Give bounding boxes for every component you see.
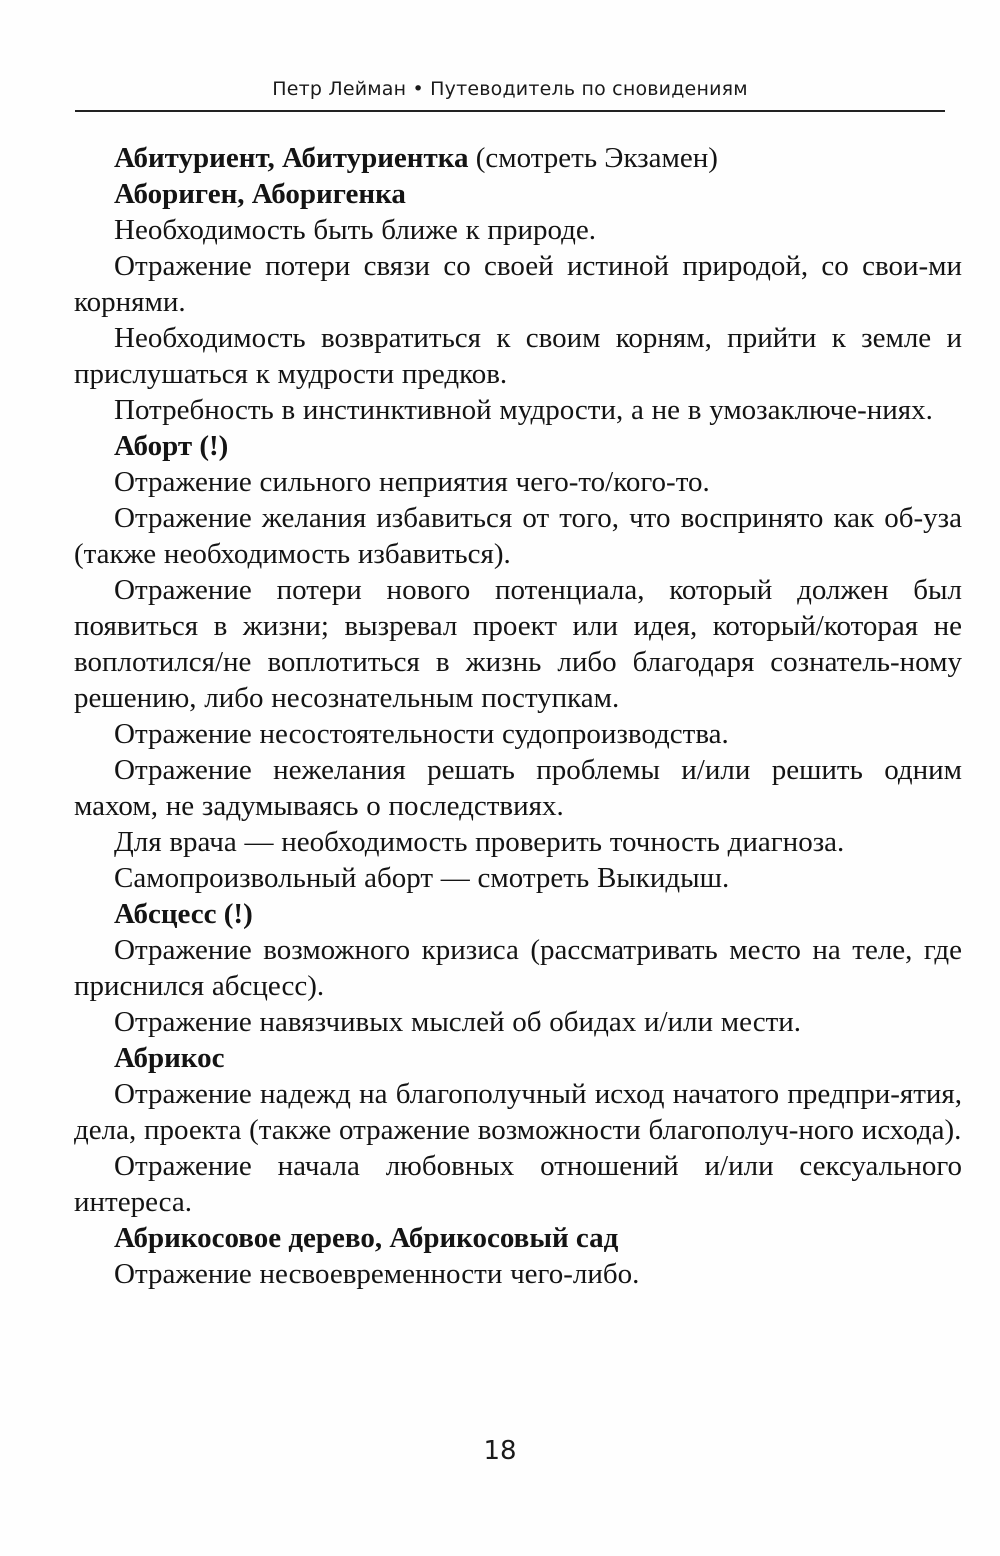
entry-heading: [114, 896, 962, 932]
header-rule: [75, 110, 945, 112]
entry-paragraph: Потребность в инстинктивной мудрости, а не в умозаключе-ниях.: [114, 394, 933, 426]
page-body: [74, 140, 962, 1292]
entry-paragraph: Самопроизвольный аборт — смотреть Выкидыш.: [114, 862, 730, 894]
entry-heading: [114, 1040, 962, 1076]
entry-paragraph: Отражение надежд на благополучный исход начатого предпри-ятия, дела, проекта (также отражение возможности благополуч-ного исхода).: [74, 1078, 962, 1146]
entry-paragraph: Отражение возможного кризиса (рассматривать место на теле, где приснился абсцесс).: [74, 934, 962, 1002]
entry-reference: (смотреть Экзамен): [468, 142, 718, 174]
entry-paragraph: Отражение потери связи со своей истиной природой, со свои-ми корнями.: [74, 250, 962, 318]
entry-paragraph: Отражение начала любовных отношений и/или сексуального интереса.: [74, 1150, 962, 1218]
entry-paragraph: Отражение нежелания решать проблемы и/или решить одним махом, не задумываясь о последствиях.: [74, 754, 962, 822]
entry-heading: [114, 428, 962, 464]
entry-paragraph: Отражение потери нового потенциала, который должен был появиться в жизни; вызревал проект или идея, который/которая не воплотился/не воплотиться в жизнь либо благодаря сознатель-ному решению, либо несознательным поступкам.: [74, 574, 962, 714]
entry-heading: [114, 140, 962, 176]
running-header: Петр Лейман • Путеводитель по сновидениям: [272, 78, 748, 100]
entry-term: Абитуриент, Абитуриентка: [114, 142, 469, 174]
entry-term: Абсцесс (!): [114, 898, 253, 930]
entry-term: Абрикос: [114, 1042, 225, 1074]
entry-term: Абрикосовое дерево, Абрикосовый сад: [114, 1222, 619, 1254]
entry-heading: [114, 176, 962, 212]
page-number: 18: [483, 1436, 517, 1466]
entry-paragraph: Отражение навязчивых мыслей об обидах и/или мести.: [114, 1006, 802, 1038]
entry-paragraph: Отражение несостоятельности судопроизводства.: [114, 718, 729, 750]
entry-paragraph: Необходимость быть ближе к природе.: [114, 214, 597, 246]
entry-heading: [114, 1220, 962, 1256]
entry-term: Абориген, Аборигенка: [114, 178, 406, 210]
entry-paragraph: Для врача — необходимость проверить точность диагноза.: [114, 826, 845, 858]
entry-paragraph: Необходимость возвратиться к своим корням, прийти к земле и прислушаться к мудрости предков.: [74, 322, 962, 390]
entry-paragraph: Отражение желания избавиться от того, что воспринято как об-уза (также необходимость избавиться).: [74, 502, 962, 570]
entry-paragraph: Отражение несвоевременности чего-либо.: [114, 1258, 640, 1290]
entry-paragraph: Отражение сильного неприятия чего-то/кого-то.: [114, 466, 710, 498]
entry-term: Аборт (!): [114, 430, 229, 462]
